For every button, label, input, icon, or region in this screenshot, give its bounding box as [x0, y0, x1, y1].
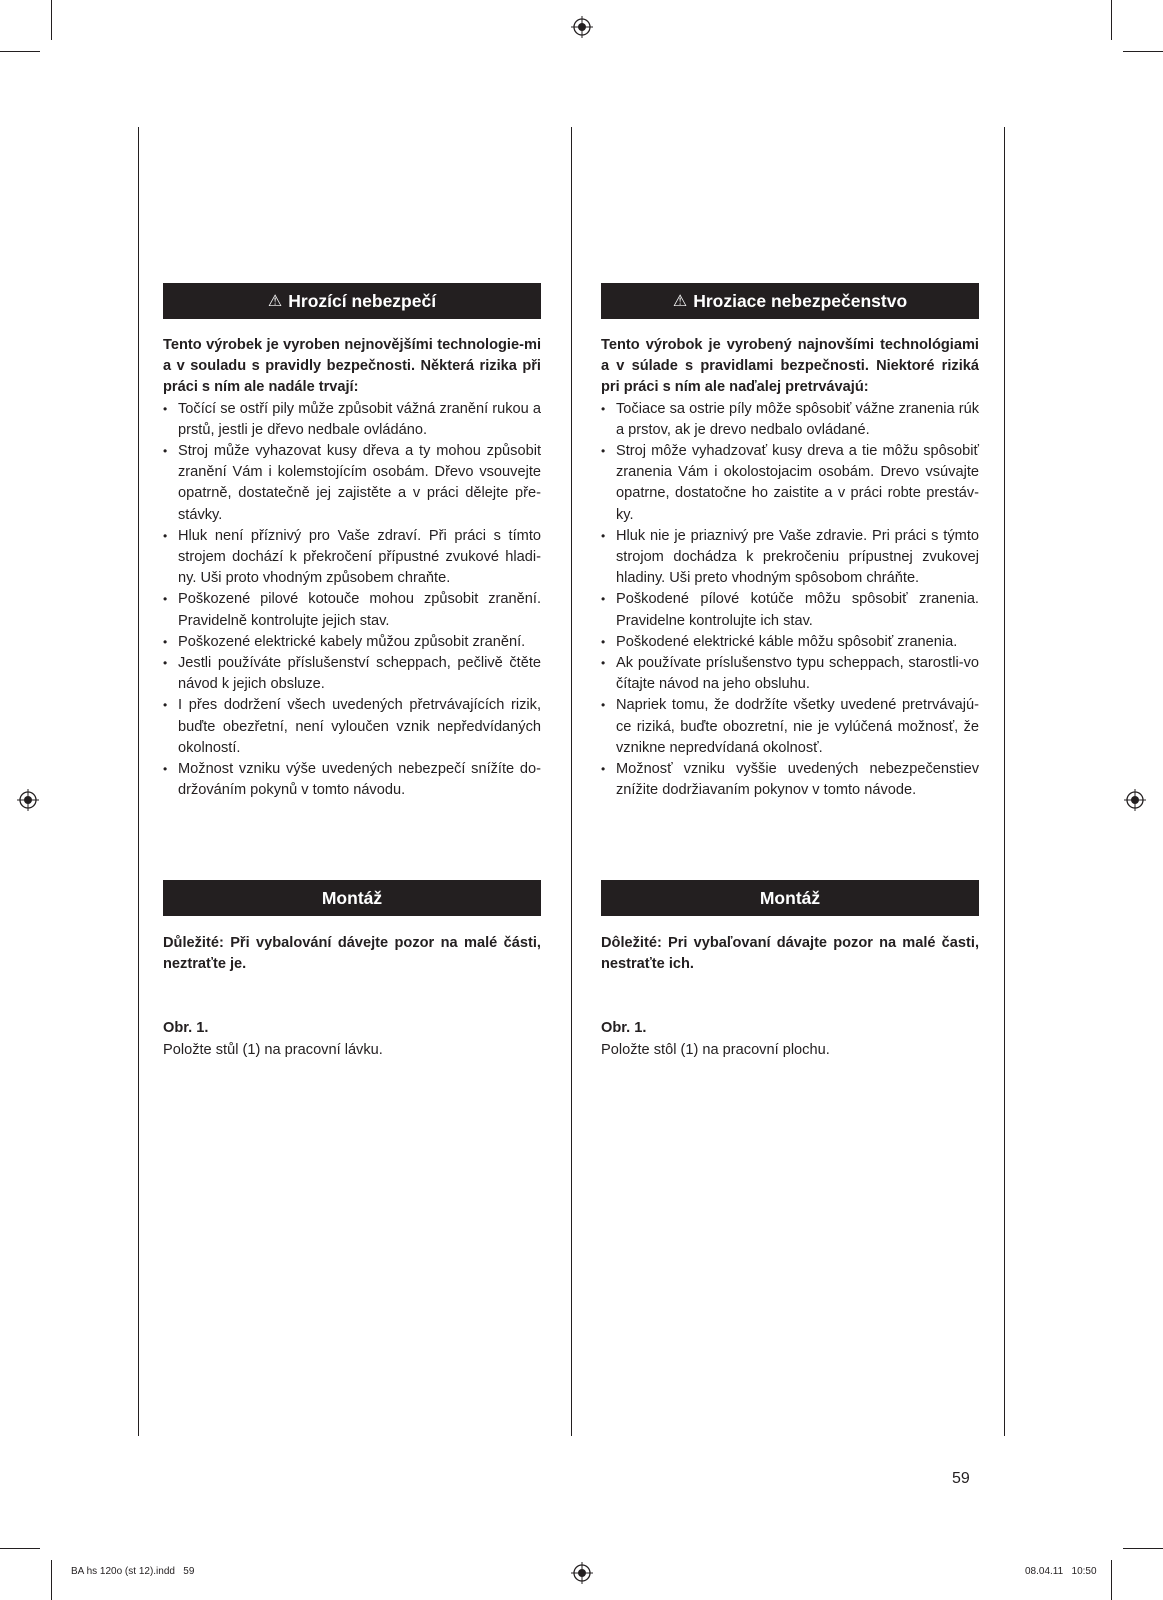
registration-mark-icon — [1124, 789, 1146, 811]
assembly-heading: Montáž — [321, 887, 383, 908]
warning-triangle-icon: ⚠ — [267, 293, 283, 310]
danger-intro: Tento výrobek je vyroben nejnovějšími technologie-mi a v souladu s pravidly bezpečnosti. Některá rizika při práci s ním ale nadále trvají: — [163, 337, 541, 396]
risk-list — [163, 399, 541, 802]
list-item: • Napriek tomu, že dodržíte všetky uvedené pretrvávajú-ce riziká, buďte obozretní, nie je vylúčená možnosť, že vznikne nepredvídaná okolnosť. — [601, 695, 979, 759]
crop-mark — [1111, 0, 1112, 40]
list-item: • Stroj může vyhazovat kusy dřeva a ty mohou způsobit zranění Vám i kolemstojícím osobám. Dřevo vsouvejte opatrně, dostatečně jej zajistěte a v práci dělejte pře-stávky. — [163, 441, 541, 526]
important-note: Důležité: Při vybalování dávejte pozor na malé části, neztraťte je. — [163, 935, 541, 973]
list-item: • Točící se ostří pily může způsobit vážná zranění rukou a prstů, jestli je dřevo nedbale ovládáno. — [163, 399, 541, 441]
crop-mark — [51, 0, 52, 40]
crop-mark — [1123, 1548, 1163, 1549]
list-item: • Poškozené elektrické kabely můžou způsobit zranění. — [163, 632, 541, 653]
figure-label: Obr. 1. — [163, 1020, 209, 1037]
crop-mark — [0, 1548, 40, 1549]
figure-text: Položte stôl (1) na pracovní plochu. — [601, 1041, 830, 1058]
list-item: • Hluk není příznivý pro Vaše zdraví. Při práci s tímto strojem dochází k překročení přípustné zvukové hladi-ny. Uši proto vhodným způsobem chraňte. — [163, 526, 541, 590]
column-czech — [163, 283, 541, 801]
assembly-section-slovak — [601, 880, 979, 1061]
registration-mark-icon — [571, 1562, 593, 1584]
list-item: • Ak používate príslušenstvo typu scheppach, starostli-vo čítajte návod na jeho obsluhu. — [601, 653, 979, 695]
danger-heading: Hroziace nebezpečenstvo — [693, 290, 908, 311]
figure-text: Položte stůl (1) na pracovní lávku. — [163, 1041, 383, 1058]
registration-mark-icon — [17, 789, 39, 811]
crop-mark — [1123, 51, 1163, 52]
list-item: • Hluk nie je priaznivý pre Vaše zdravie. Pri práci s týmto strojom dochádza k prekročeniu prípustnej zvukovej hladiny. Uši preto vhodným spôsobom chráňte. — [601, 526, 979, 590]
column-rule — [1004, 127, 1005, 1436]
list-item: • Jestli používáte příslušenství scheppach, pečlivě čtěte návod k jejich obsluze. — [163, 653, 541, 695]
warning-triangle-icon: ⚠ — [672, 293, 688, 310]
list-item: • Možnost vzniku výše uvedených nebezpečí snížíte do-držováním pokynů v tomto návodu. — [163, 759, 541, 801]
figure-label: Obr. 1. — [601, 1020, 647, 1037]
crop-mark — [1111, 1560, 1112, 1600]
crop-mark — [0, 51, 40, 52]
danger-intro: Tento výrobok je vyrobený najnovšími technológiami a v súlade s pravidlami bezpečnosti. Niektoré riziká pri práci s ním ale naďalej pretrvávajú: — [601, 337, 979, 396]
list-item: • I přes dodržení všech uvedených přetrvávajících rizik, buďte obezřetní, není vyloučen vznik nepředvídaných okolností. — [163, 695, 541, 759]
list-item: • Poškodené elektrické káble môžu spôsobiť zranenia. — [601, 632, 979, 653]
column-rule — [138, 127, 139, 1436]
list-item: • Poškodené pílové kotúče môžu spôsobiť zranenia. Pravidelne kontrolujte ich stav. — [601, 589, 979, 631]
important-note: Dôležité: Pri vybaľovaní dávajte pozor na malé časti, nestraťte ich. — [601, 935, 979, 973]
risk-list — [601, 399, 979, 802]
registration-mark-icon — [571, 16, 593, 38]
footer-date: 08.04.11 10:50 — [1025, 1566, 1097, 1577]
page-number: 59 — [952, 1470, 970, 1487]
list-item: • Točiace sa ostrie píly môže spôsobiť vážne zranenia rúk a prstov, ak je drevo nedbalo ovládané. — [601, 399, 979, 441]
assembly-heading-bar — [163, 880, 541, 916]
footer-file: BA hs 120o (st 12).indd 59 — [71, 1566, 195, 1577]
column-rule — [571, 127, 572, 1436]
list-item: • Možnosť vzniku vyššie uvedených nebezpečenstiev znížite dodržiavaním pokynov v tomto návode. — [601, 759, 979, 801]
crop-mark — [51, 1560, 52, 1600]
danger-heading-bar — [163, 283, 541, 319]
assembly-heading-bar — [601, 880, 979, 916]
list-item: • Stroj môže vyhadzovať kusy dreva a tie môžu spôsobiť zranenia Vám i okolostojacim osobám. Drevo vsúvajte opatrne, dostatočne ho zaistite a v práci robte prestáv-ky. — [601, 441, 979, 526]
danger-heading: Hrozící nebezpečí — [288, 290, 437, 311]
assembly-heading: Montáž — [759, 887, 821, 908]
column-slovak — [601, 283, 979, 801]
assembly-section-czech — [163, 880, 541, 1061]
danger-heading-bar — [601, 283, 979, 319]
list-item: • Poškozené pilové kotouče mohou způsobit zranění. Pravidelně kontrolujte jejich stav. — [163, 589, 541, 631]
